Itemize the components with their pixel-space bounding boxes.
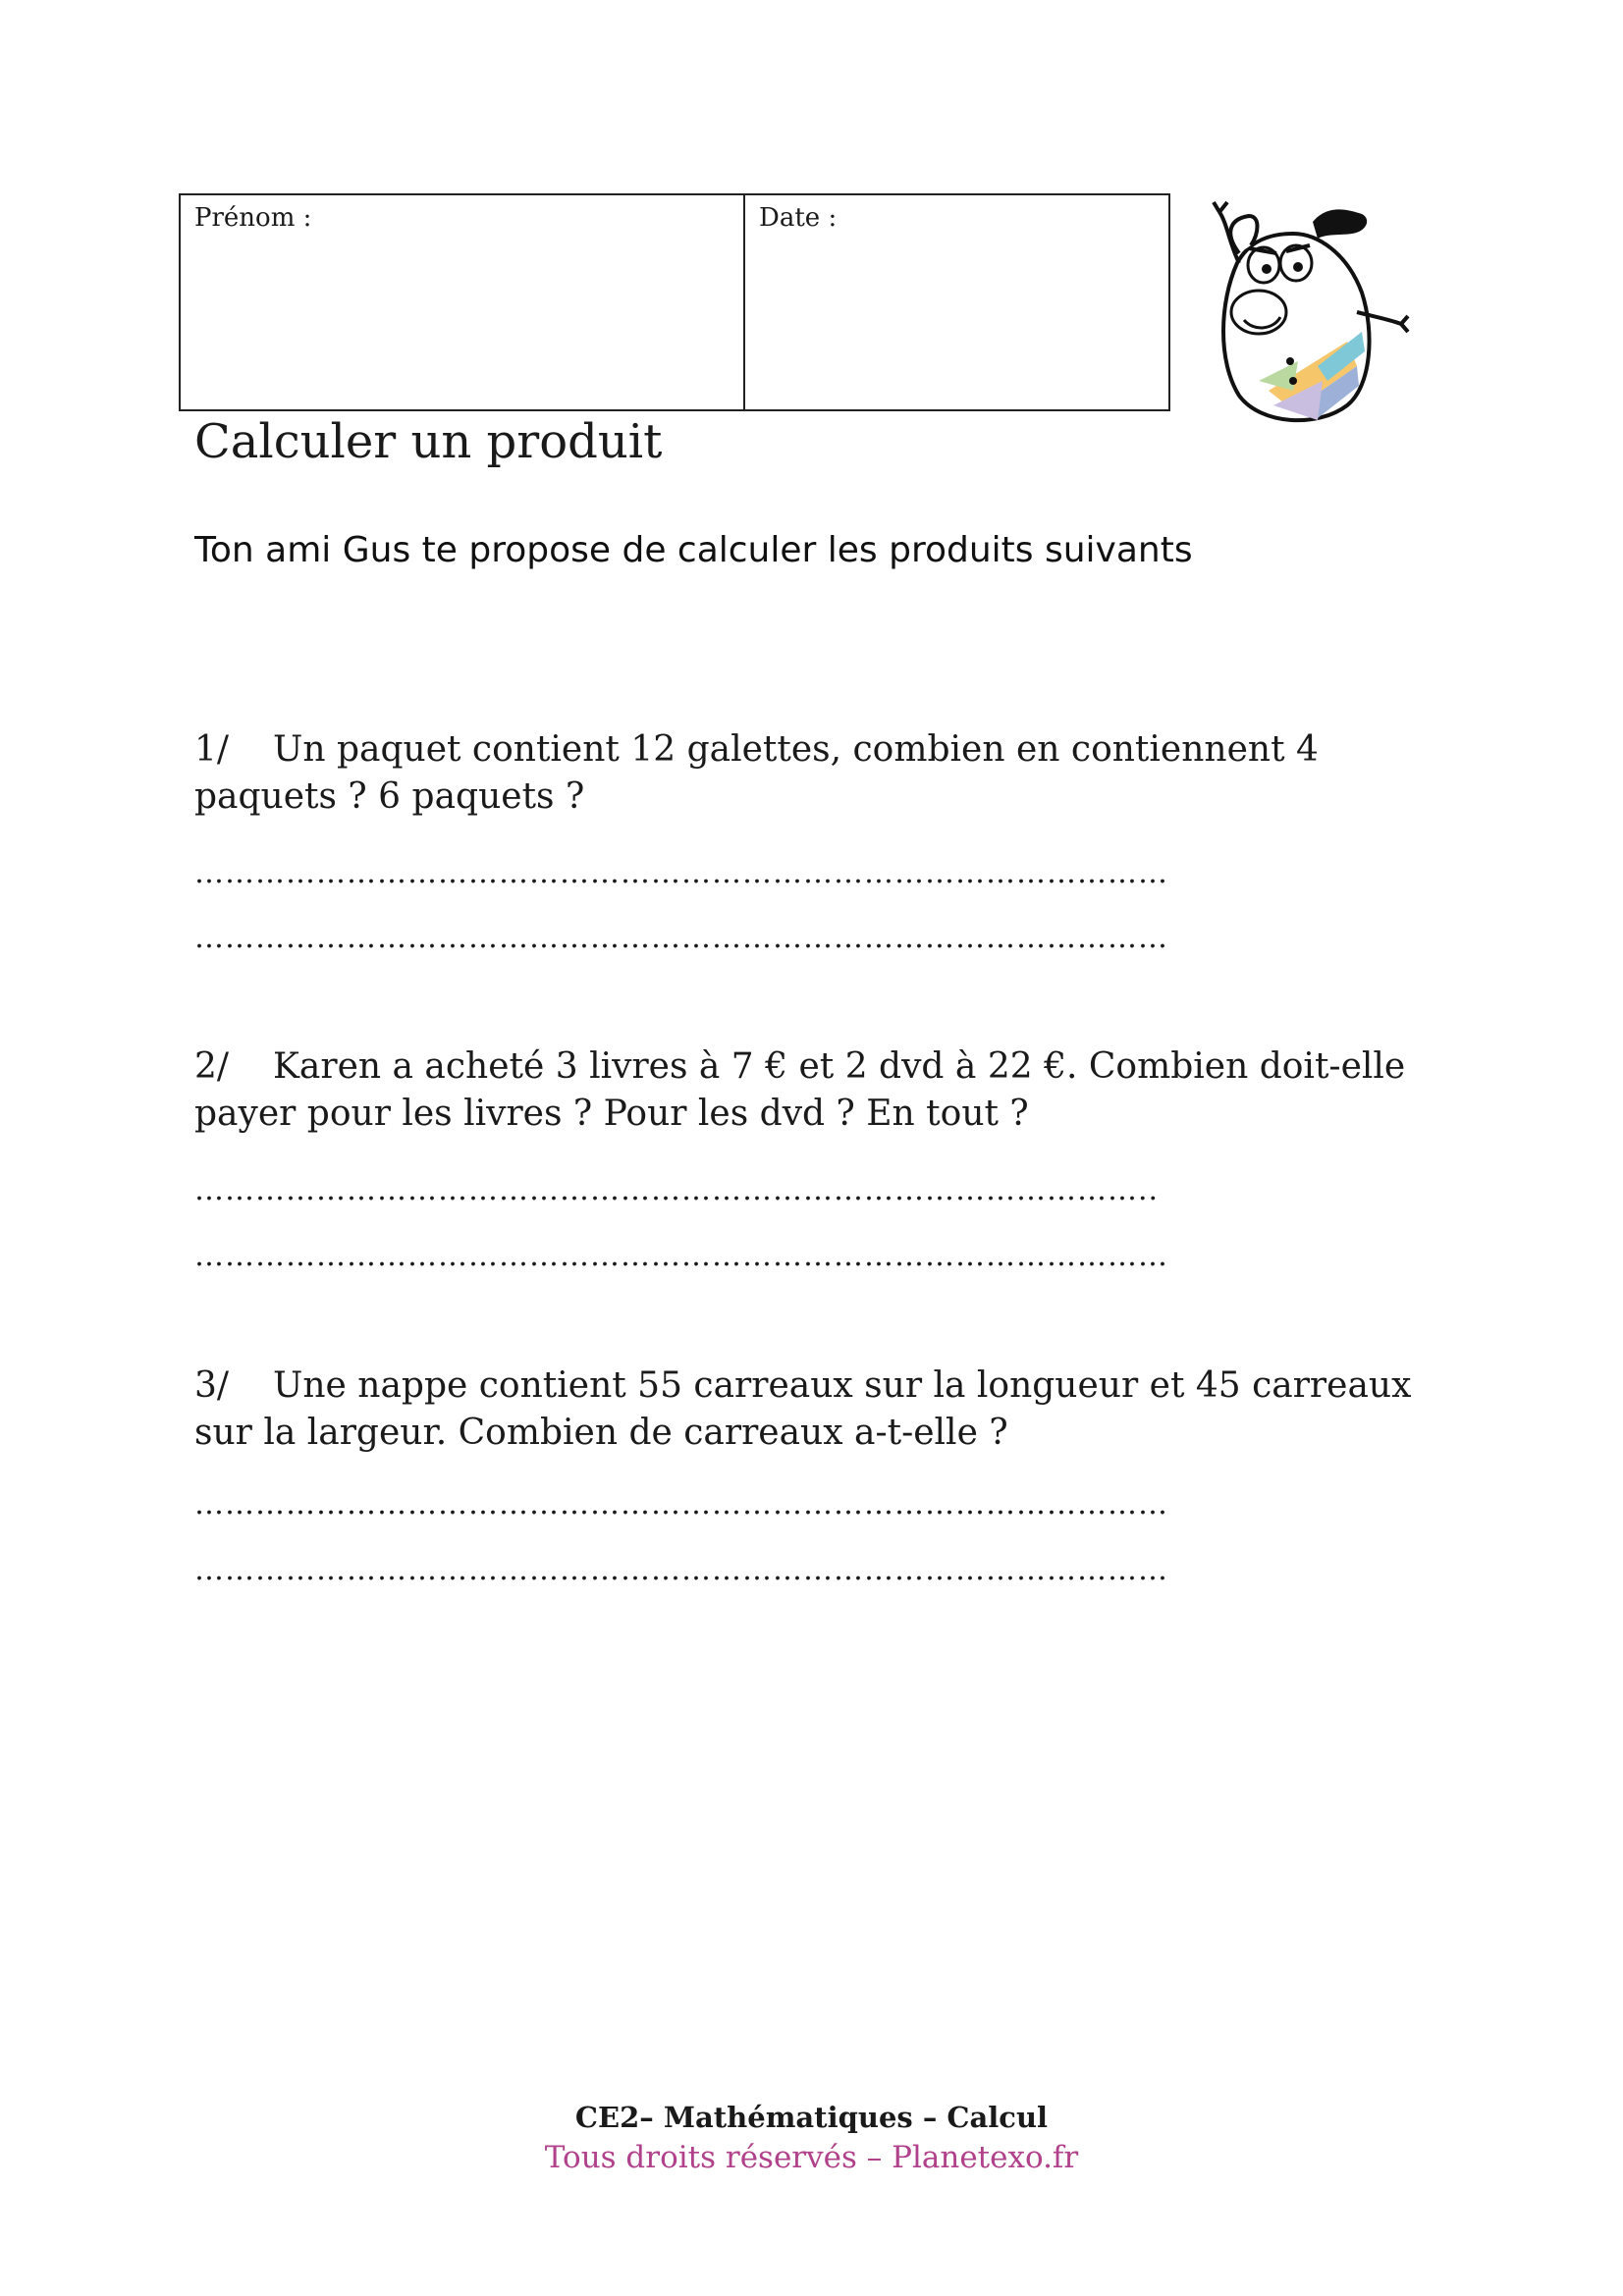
question-number: 2/ [194,1046,230,1087]
question-3 [194,1362,1432,1457]
date-label: Date : [759,203,838,233]
question-number: 1/ [194,729,230,770]
answer-line[interactable]: …………………………………………………………………………………… [194,921,1168,955]
answer-line[interactable]: …………………………………………………………………………………… [194,856,1168,890]
answer-line[interactable]: …………………………………………………………………………………… [194,1487,1168,1522]
answer-line[interactable]: ………………………………………………………………………………….. [194,1173,1160,1207]
question-number: 3/ [194,1365,230,1406]
footer-title: CE2– Mathématiques – Calcul [574,2101,1049,2134]
answer-line[interactable]: …………………………………………………………………………………… [194,1553,1168,1587]
footer-copyright: Tous droits réservés – Planetexo.fr [544,2140,1079,2175]
question-1 [194,726,1432,821]
intro-text: Ton ami Gus te propose de calculer les produits suivants [194,530,1193,570]
question-text: Une nappe contient 55 carreaux sur la longueur et 45 carreaux sur la largeur. Combien de carreaux a-t-elle ? [194,1365,1412,1453]
answer-line[interactable]: …………………………………………………………………………………… [194,1239,1168,1273]
name-date-table [179,193,1170,411]
name-label: Prénom : [194,203,312,233]
page-title: Calculer un produit [194,414,663,469]
date-field[interactable] [745,195,1168,409]
name-field[interactable] [181,195,745,409]
question-text: Karen a acheté 3 livres à 7 € et 2 dvd à 22 €. Combien doit-elle payer pour les livres ? Pour les dvd ? En tout ? [194,1046,1406,1134]
gus-mascot-illustration [1200,194,1411,425]
question-text: Un paquet contient 12 galettes, combien en contiennent 4 paquets ? 6 paquets ? [194,729,1319,817]
question-2 [194,1043,1432,1138]
